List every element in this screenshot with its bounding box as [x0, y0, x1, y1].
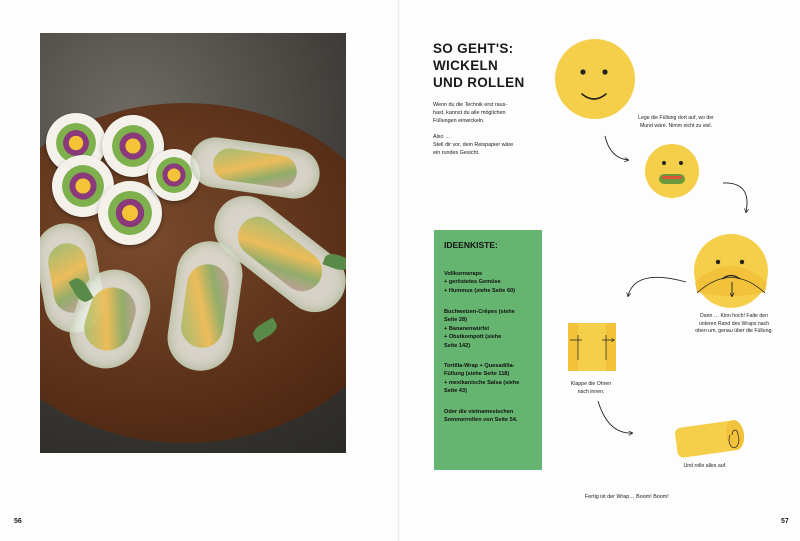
page-number-left: 56 [14, 518, 22, 525]
intro-text: Wenn du die Technik erst raus- hast, kannst du alle möglichen Füllungen einwickeln. Also … Stell dir vor, dein Reispapier wäre ein rundes Gesicht. [433, 102, 514, 156]
idea-1: Vollkornwraps + geröstetes Gemüse + Hummus (siehe Seite 60) [444, 271, 516, 294]
idea-4: Oder die vietnamesischen Sommerrollen von Seite 54. [444, 409, 518, 424]
page-title: SO GEHT'S: WICKELN UND ROLLEN [433, 41, 525, 90]
arrow-icon [723, 183, 747, 212]
rolled-wrap-icon [674, 419, 746, 458]
smiling-wrap-icon [555, 39, 635, 119]
arrow-icon [628, 277, 686, 296]
idea-2: Buchweizen-Crêpes (siehe Seite 28) + Bananenwürfel + Obstkompott (siehe Seite 142) [444, 309, 515, 349]
ears-folded-wrap-icon [568, 323, 616, 371]
step-3-caption: Klappe die Ohren nach innen. [570, 381, 612, 395]
arrow-icon [598, 401, 632, 433]
step-1-caption: Lege die Füllung dort auf, wo der Mund wäre. Nimm nicht zu viel. [638, 115, 714, 129]
step-4-caption: Und rolle alles auf. [683, 463, 727, 469]
idea-3: Tortilla-Wrap + Quesadilla- Füllung (siehe Seite 118) + mexikanische Salsa (siehe Seite 43) [444, 363, 520, 395]
wrap-illustrations [400, 0, 800, 541]
spring-rolls-photo [40, 33, 346, 453]
step-2-caption: Dann … Kinn hoch! Falte den unteren Rand des Wraps nach oben um, genau über die Füllung. [695, 313, 773, 334]
ideas-heading: IDEENKISTE: [444, 240, 498, 250]
arrow-icon [605, 136, 628, 160]
folded-wrap-icon [694, 234, 768, 308]
final-caption: Fertig ist der Wrap… Boom! Boom! [585, 494, 669, 500]
page-number-right: 57 [781, 518, 789, 525]
wrap-with-filling-icon [645, 144, 699, 198]
